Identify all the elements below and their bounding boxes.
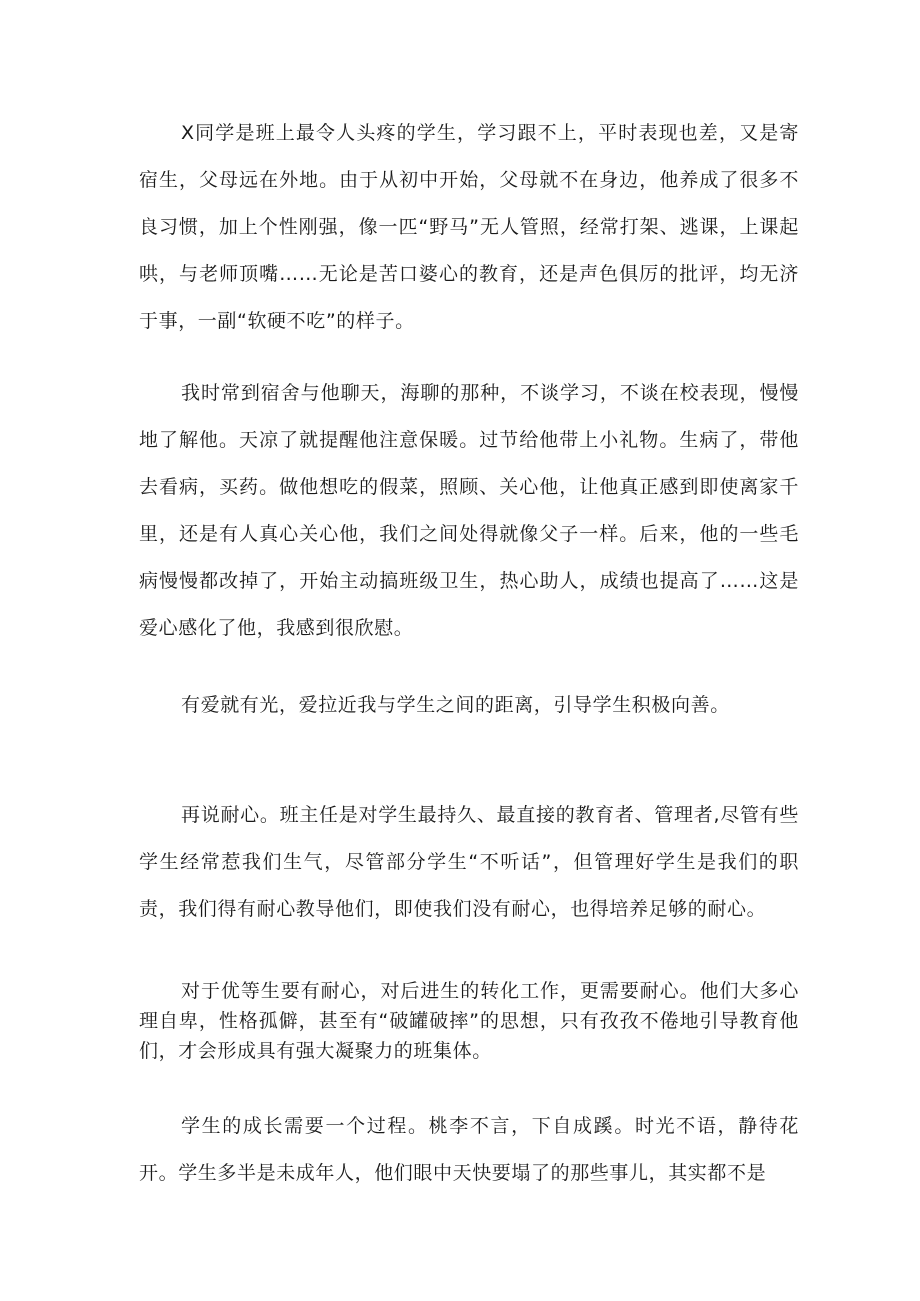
paragraph-student-x: X同学是班上最令人头疼的学生，学习跟不上，平时表现也差，又是寄宿生，父母远在外地。由于从初中开始，父母就不在身边，他养成了很多不良习惯，加上个性刚强，像一匹“野马”无人管照，经常打架、逃课，上课起哄，与老师顶嘴……无论是苦口婆心的教育，还是声色俱厉的批评，均无济于事，一副“软硬不吃”的样子。 — [139, 122, 799, 332]
paragraph-growth-process: 学生的成长需要一个过程。桃李不言，下自成蹊。时光不语，静待花开。学生多半是未成年人，他们眼中天快要塌了的那些事儿，其实都不是 — [139, 1115, 799, 1184]
paragraph-patience: 再说耐心。班主任是对学生最持久、最直接的教育者、管理者,尽管有些学生经常惹我们生气，尽管部分学生“不听话”，但管理好学生是我们的职责，我们得有耐心教导他们，即使我们没有耐心，也得培养足够的耐心。 — [139, 804, 799, 920]
paragraph-dorm-chats: 我时常到宿舍与他聊天，海聊的那种，不谈学习，不谈在校表现，慢慢地了解他。天凉了就提醒他注意保暖。过节给他带上小礼物。生病了，带他去看病，买药。做他想吃的假菜，照顾、关心他，让他真正感到即使离家千里，还是有人真心关心他，我们之间处得就像父子一样。后来，他的一些毛病慢慢都改掉了，开始主动搞班级卫生，热心助人，成绩也提高了……这是爱心感化了他，我感到很欣慰。 — [139, 382, 799, 639]
paragraph-patience-students: 对于优等生要有耐心，对后进生的转化工作，更需要耐心。他们大多心理自卑，性格孤僻，甚至有“破罐破摔”的思想，只有孜孜不倦地引导教育他们，才会形成具有强大凝聚力的班集体。 — [139, 980, 799, 1062]
paragraph-love-light: 有爱就有光，爱拉近我与学生之间的距离，引导学生积极向善。 — [181, 694, 730, 716]
